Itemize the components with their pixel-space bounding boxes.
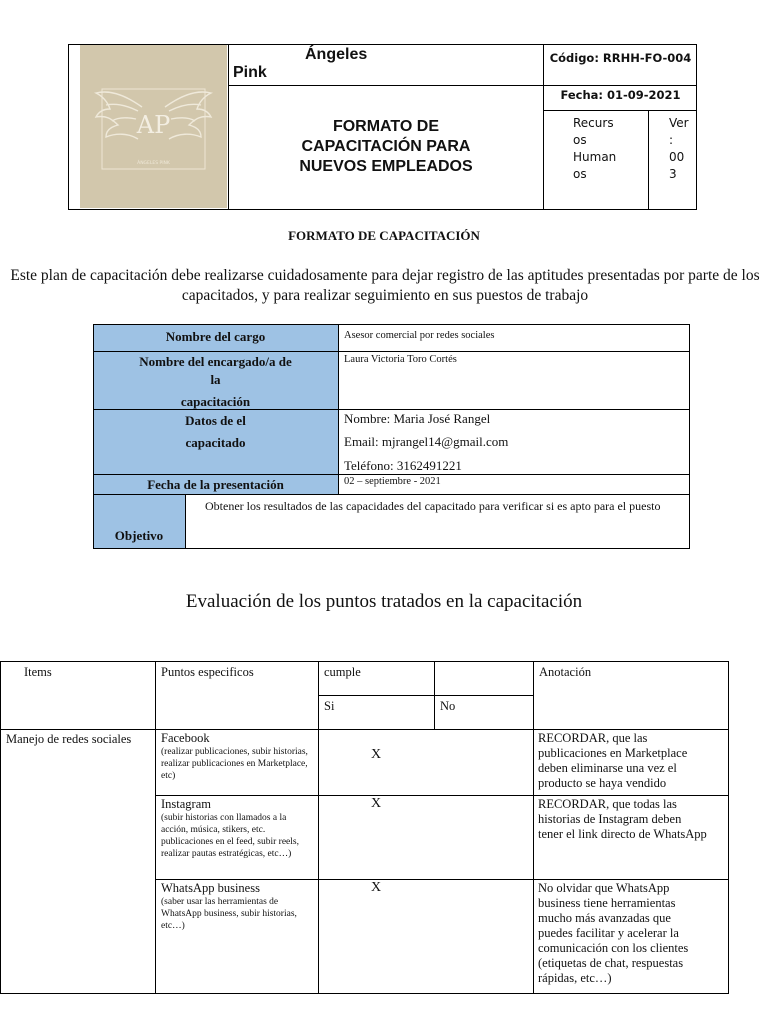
si-mark: X [370,880,382,895]
company-logo [80,45,227,208]
version: Ver : 00 3 [669,116,689,181]
punto-detail: (realizar publicaciones, subir historias, realizar publicaciones en Marketplace, etc) [161,747,308,781]
table-row [161,881,313,932]
si-mark: X [370,747,382,762]
divider [93,494,690,495]
fecha-label: Fecha de la presentación [147,477,284,492]
header-no: No [440,699,456,713]
intro-paragraph: Este plan de capacitación debe realizarse cuidadosamente para dejar registro de las aptitudes presentadas por parte de los capacitados, y para realizar seguimiento en sus puestos de trabajo [10,267,760,304]
table-row [161,731,313,782]
brand-name-line2: Pink [233,64,267,81]
angel-wings-logo-icon [90,67,217,185]
divider [185,494,186,549]
anotacion: RECORDAR, que todas las historias de Instagram deben tener el link directo de WhatsApp [538,797,707,841]
header-anotacion: Anotación [539,665,592,679]
punto-detail: (saber usar las herramientas de WhatsApp business, subir historias, etc…) [161,897,297,931]
divider [228,85,697,86]
divider [93,351,690,352]
divider [533,661,534,994]
department: Recurs os Human os [573,116,617,181]
evaluation-title: Evaluación de los puntos tratados en la capacitación [185,591,583,612]
logo-caption: ÁNGELES PINK [137,161,170,166]
si-mark: X [370,796,382,811]
divider [543,110,697,111]
cargo-label: Nombre del cargo [165,329,266,344]
header-cumple: cumple [324,665,361,679]
divider [318,661,319,994]
cargo-value: Asesor comercial por redes sociales [344,330,495,341]
divider [543,44,544,210]
objetivo-label: Objetivo [114,528,164,543]
divider [155,795,729,796]
table-row [161,797,313,860]
header-si: Si [324,699,335,713]
punto-detail: (subir historias con llamados a la acción, música, stikers, etc. publicaciones en el feed, subir reels, realizar pautas estratégicas, etc…) [161,813,299,859]
brand-name-line1: Ángeles [305,46,368,63]
document-date: Fecha: 01-09-2021 [560,88,681,102]
encargado-value: Laura Victoria Toro Cortés [344,354,457,365]
capacitado-nombre: Nombre: Maria José Rangel [344,411,491,426]
divider [155,879,729,880]
logo-monogram: AP [136,111,171,139]
divider [93,474,690,475]
form-title: FORMATO DE CAPACITACIÓN PARA NUEVOS EMPLEADOS [299,118,473,175]
anotacion: No olvidar que WhatsApp business tiene herramientas mucho más avanzadas que puedes facilitar y acelerar la comunicación con los clientes (etiquetas de chat, respuestas rápidas, etc…) [538,881,689,985]
anotacion: RECORDAR, que las publicaciones en Marketplace deben eliminarse una vez el producto se haya vendido [538,731,688,790]
punto-title: WhatsApp business [161,881,260,895]
document-title: FORMATO DE CAPACITACIÓN [288,228,480,243]
objetivo-value: Obtener los resultados de las capacidades del capacitado para verificar si es apto para el puesto [205,499,661,513]
divider [648,110,649,210]
punto-title: Facebook [161,731,210,745]
punto-title: Instagram [161,797,211,811]
datos-label: Datos de el capacitado [185,413,246,450]
divider [318,695,533,696]
fecha-value: 02 – septiembre - 2021 [344,476,441,487]
capacitado-email: Email: mjrangel14@gmail.com [344,434,509,449]
divider [155,661,156,994]
header-items: Items [24,665,52,679]
capacitado-telefono: Teléfono: 3162491221 [344,458,462,473]
document-code: Código: RRHH-FO-004 [549,51,692,65]
encargado-label: Nombre del encargado/a de la capacitación [139,354,292,409]
divider [0,729,729,730]
header-puntos: Puntos especificos [161,665,254,679]
item-name: Manejo de redes sociales [6,732,132,746]
